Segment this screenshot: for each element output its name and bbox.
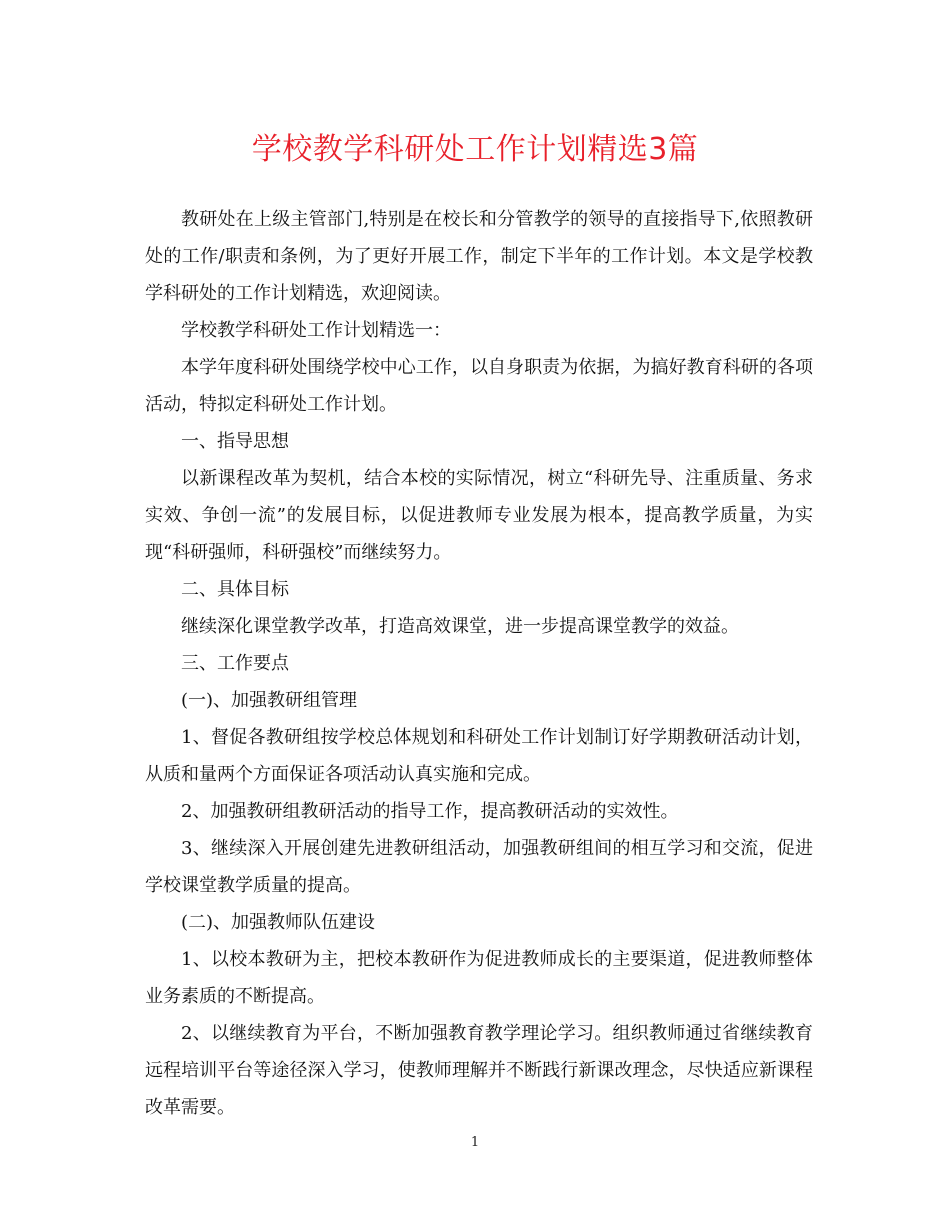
paragraph: 继续深化课堂教学改革，打造高效课堂，进一步提高课堂教学的效益。 <box>181 616 739 637</box>
document-body <box>145 201 813 1126</box>
subsection-heading: (一)、加强教研组管理 <box>181 690 358 711</box>
paragraph: 2、以继续教育为平台，不断加强教育教学理论学习。组织教师通过省继续教育远程培训平台等途径深入学习，使教师理解并不断践行新课改理念，尽快适应新课程改革需要。 <box>145 1023 813 1118</box>
paragraph: 1、督促各教研组按学校总体规划和科研处工作计划制订好学期教研活动计划，从质和量两个方面保证各项活动认真实施和完成。 <box>145 727 813 785</box>
section-heading: 二、具体目标 <box>181 579 289 600</box>
paragraph: 教研处在上级主管部门,特别是在校长和分管教学的领导的直接指导下,依照教研处的工作/职责和条例，为了更好开展工作，制定下半年的工作计划。本文是学校教学科研处的工作计划精选，欢迎阅读。 <box>145 209 813 304</box>
paragraph: 学校教学科研处工作计划精选一： <box>181 320 451 341</box>
paragraph: 以新课程改革为契机，结合本校的实际情况，树立“科研先导、注重质量、务求实效、争创一流”的发展目标，以促进教师专业发展为根本，提高教学质量，为实现“科研强师，科研强校”而继续努力。 <box>145 468 813 563</box>
paragraph: 本学年度科研处围绕学校中心工作，以自身职责为依据，为搞好教育科研的各项活动，特拟定科研处工作计划。 <box>145 357 813 415</box>
page-number: 1 <box>470 1135 480 1150</box>
document-title: 学校教学科研处工作计划精选3篇 <box>251 132 699 167</box>
section-heading: 一、指导思想 <box>181 431 289 452</box>
paragraph: 2、加强教研组教研活动的指导工作，提高教研活动的实效性。 <box>181 801 679 822</box>
section-heading: 三、工作要点 <box>181 653 289 674</box>
paragraph: 3、继续深入开展创建先进教研组活动，加强教研组间的相互学习和交流，促进学校课堂教学质量的提高。 <box>145 838 813 896</box>
subsection-heading: (二)、加强教师队伍建设 <box>181 912 376 933</box>
paragraph: 1、以校本教研为主，把校本教研作为促进教师成长的主要渠道，促进教师整体业务素质的不断提高。 <box>145 949 813 1007</box>
